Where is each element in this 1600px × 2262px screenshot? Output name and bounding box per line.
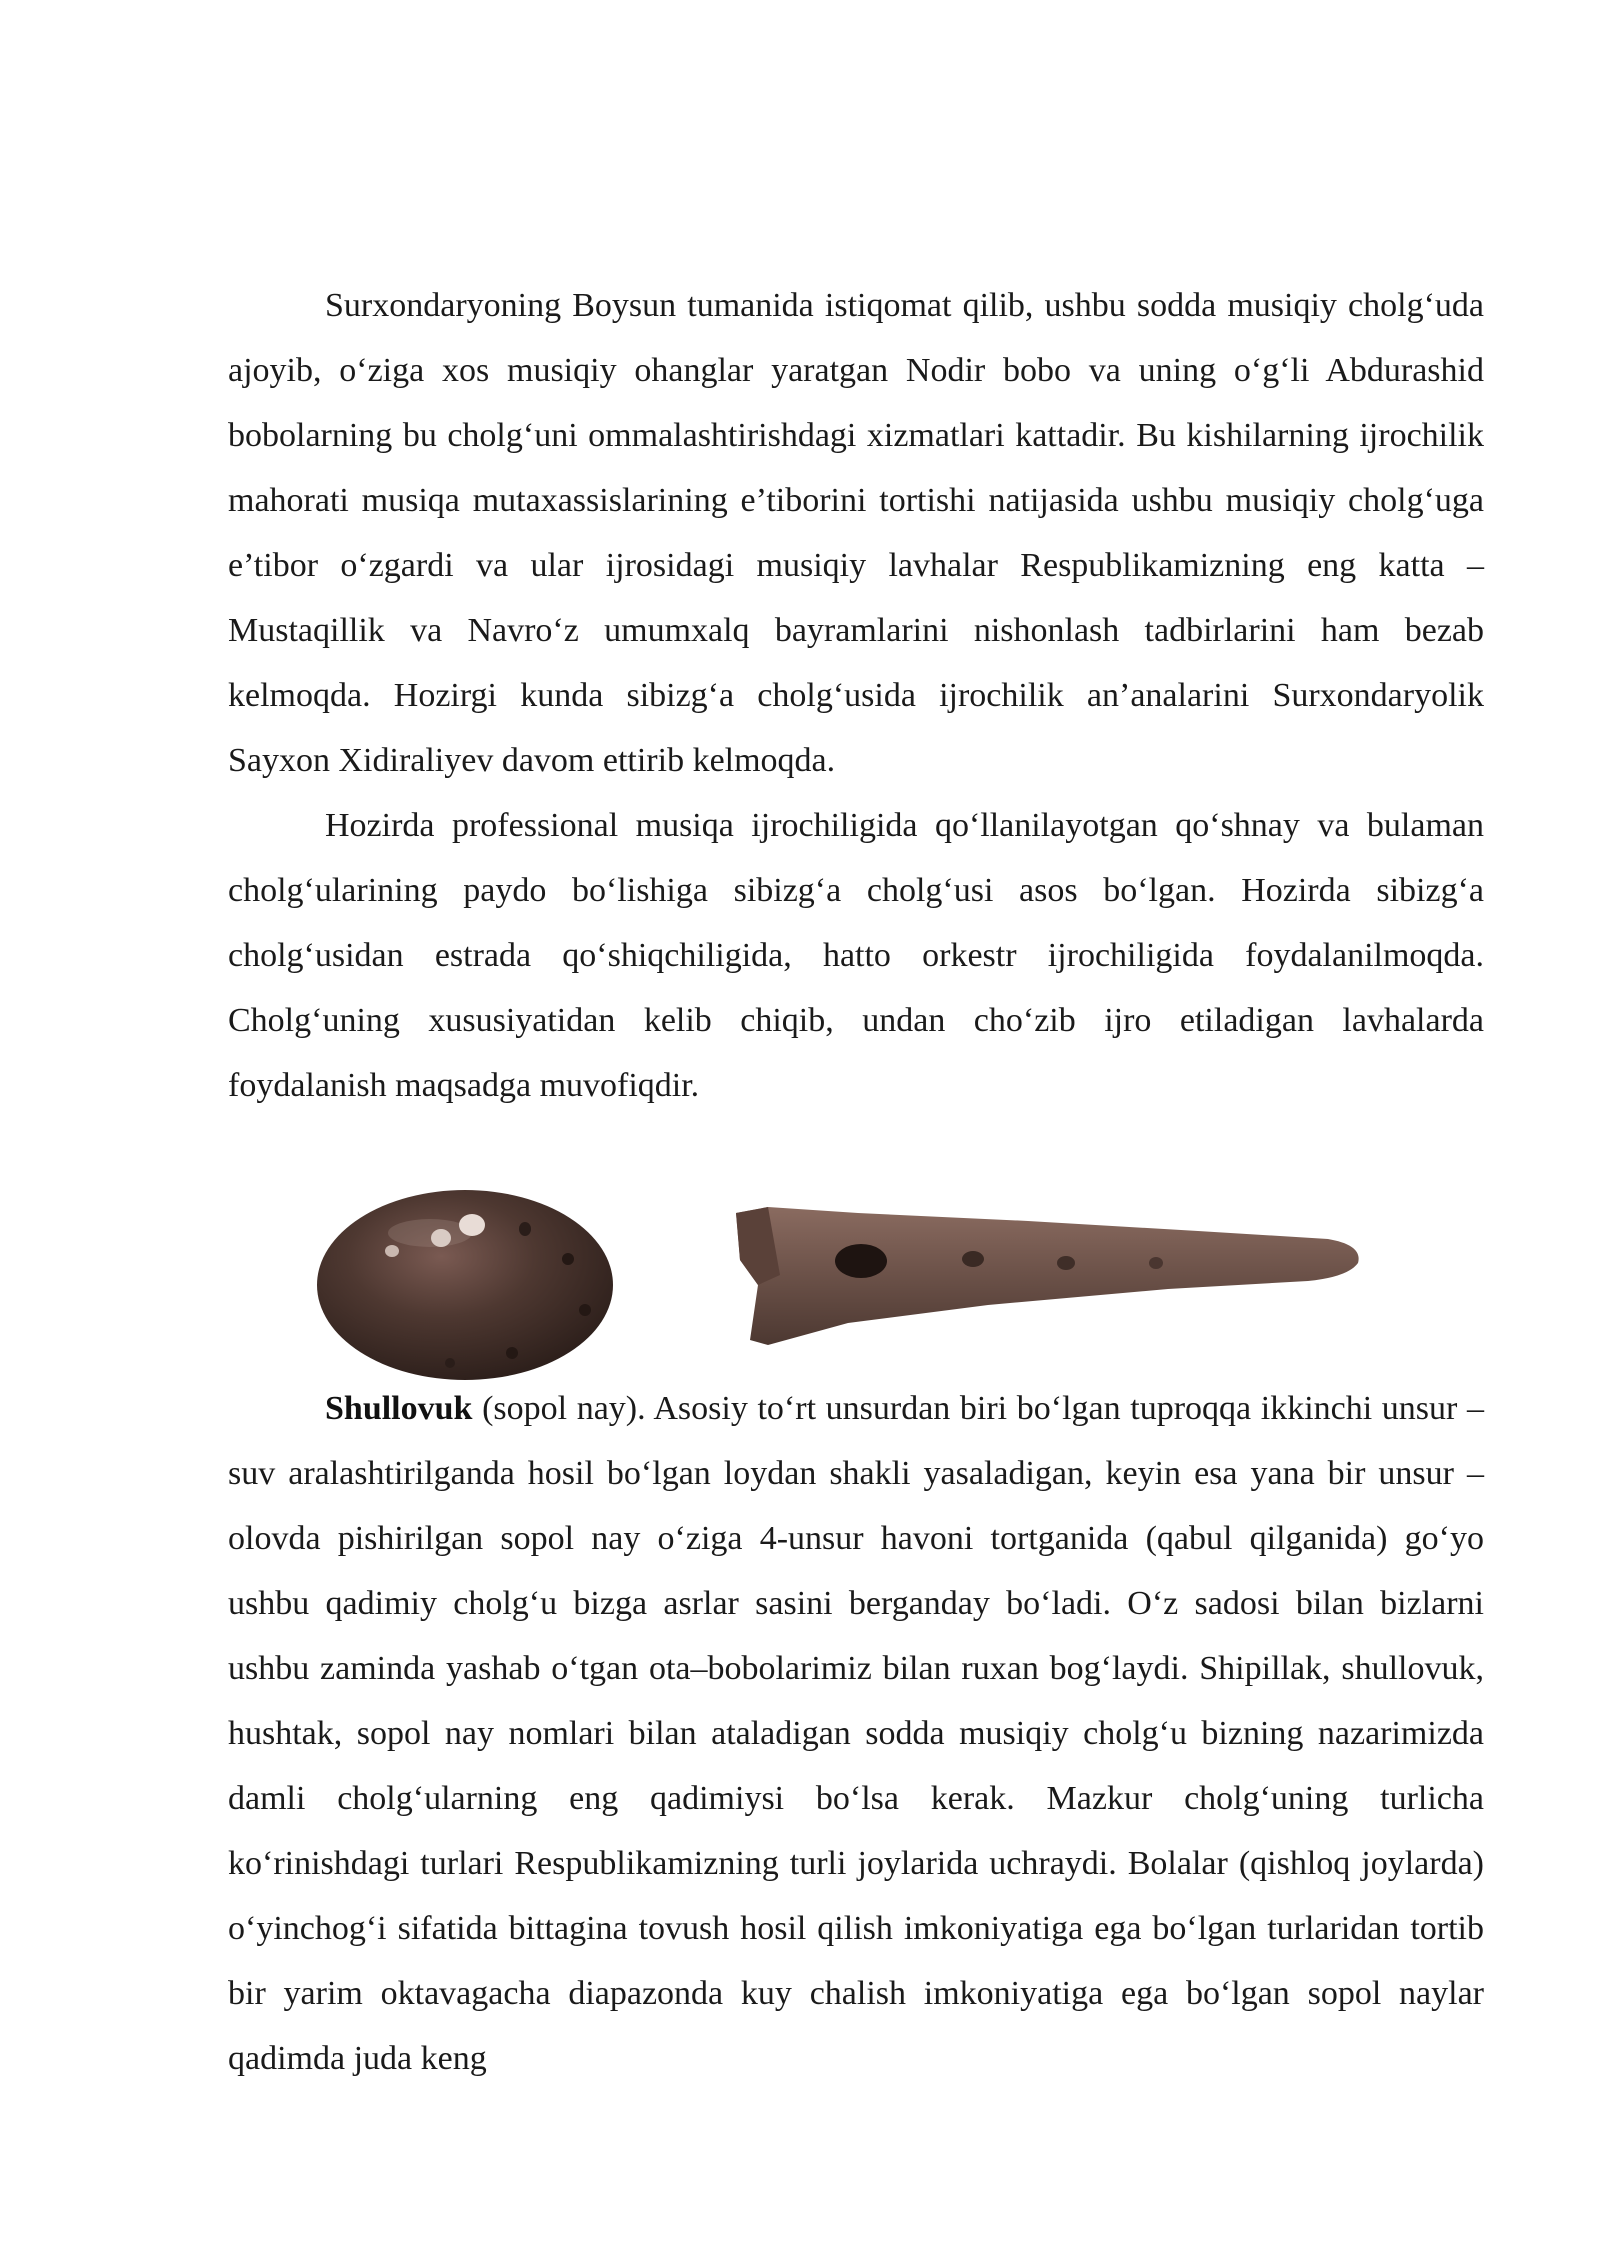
term-shullovuk: Shullovuk <box>325 1390 473 1427</box>
paragraph-3-body: (sopol nay). Asosiy to‘rt unsurdan biri bo‘lgan tuproqqa ikkinchi unsur – suv aralashtirilganda hosil bo‘lgan loydan shakli yasaladigan, keyin esa yana bir unsur – olovda pishirilgan sopol nay o‘ziga 4-unsur havoni tortganida (qabul qilganida) go‘yo ushbu qadimiy cholg‘u bizga asrlar sasini berganday bo‘ladi. O‘z sadosi bilan bizlarni ushbu zaminda yashab o‘tgan ota–bobolarimiz bilan ruxan bog‘laydi. Shipillak, shullovuk, hushtak, sopol nay nomlari bilan ataladigan sodda musiqiy cholg‘u bizning nazarimizda damli cholg‘ularning eng qadimiysi bo‘lsa kerak. Mazkur cholg‘uning turlicha ko‘rinishdagi turlari Respublikamizning turli joylarida uchraydi. Bolalar (qishloq joylarda) o‘yinchog‘i sifatida bittagina tovush hosil qilish imkoniyatiga ega bo‘lgan turlaridan tortib bir yarim oktavagacha diapazonda kuy chalish imkoniyatiga ega bo‘lgan sopol naylar qadimda juda keng <box>228 1390 1484 2077</box>
paragraph-1: Surxondaryoning Boysun tumanida istiqomat qilib, ushbu sodda musiqiy cholg‘uda ajoyib, o‘ziga xos musiqiy ohanglar yaratgan Nodir bobo va uning o‘g‘li Abdurashid bobolarning bu cholg‘uni ommalashtirishdagi xizmatlari kattadir. Bu kishilarning ijrochilik mahorati musiqa mutaxassislarining e’tiborini tortishi natijasida ushbu musiqiy cholg‘uga e’tibor o‘zgardi va ular ijrosidagi musiqiy lavhalar Respublikamizning eng katta –Mustaqillik va Navro‘z umumxalq bayramlarini nishonlash tadbirlarini ham bezab kelmoqda. Hozirgi kunda sibizg‘a cholg‘usida ijrochilik an’analarini Surxondaryolik Sayxon Xidiraliyev davom ettirib kelmoqda. <box>228 287 1484 779</box>
instrument-figures <box>300 1185 1380 1385</box>
clay-ocarina-image <box>310 1185 620 1385</box>
text-block-bottom <box>228 1376 1484 2091</box>
text-block-top <box>228 273 1484 1118</box>
paragraph-3 <box>228 1376 1484 2091</box>
paragraph-2: Hozirda professional musiqa ijrochiligida qo‘llanilayotgan qo‘shnay va bulaman cholg‘ularining paydo bo‘lishiga sibizg‘a cholg‘usi asos bo‘lgan. Hozirda sibizg‘a cholg‘usidan estrada qo‘shiqchiligida, hatto orkestr ijrochiligida foydalanilmoqda. Cholg‘uning xususiyatidan kelib chiqib, undan cho‘zib ijro etiladigan lavhalarda foydalanish maqsadga muvofiqdir. <box>228 807 1484 1104</box>
clay-flute-image <box>728 1205 1368 1355</box>
